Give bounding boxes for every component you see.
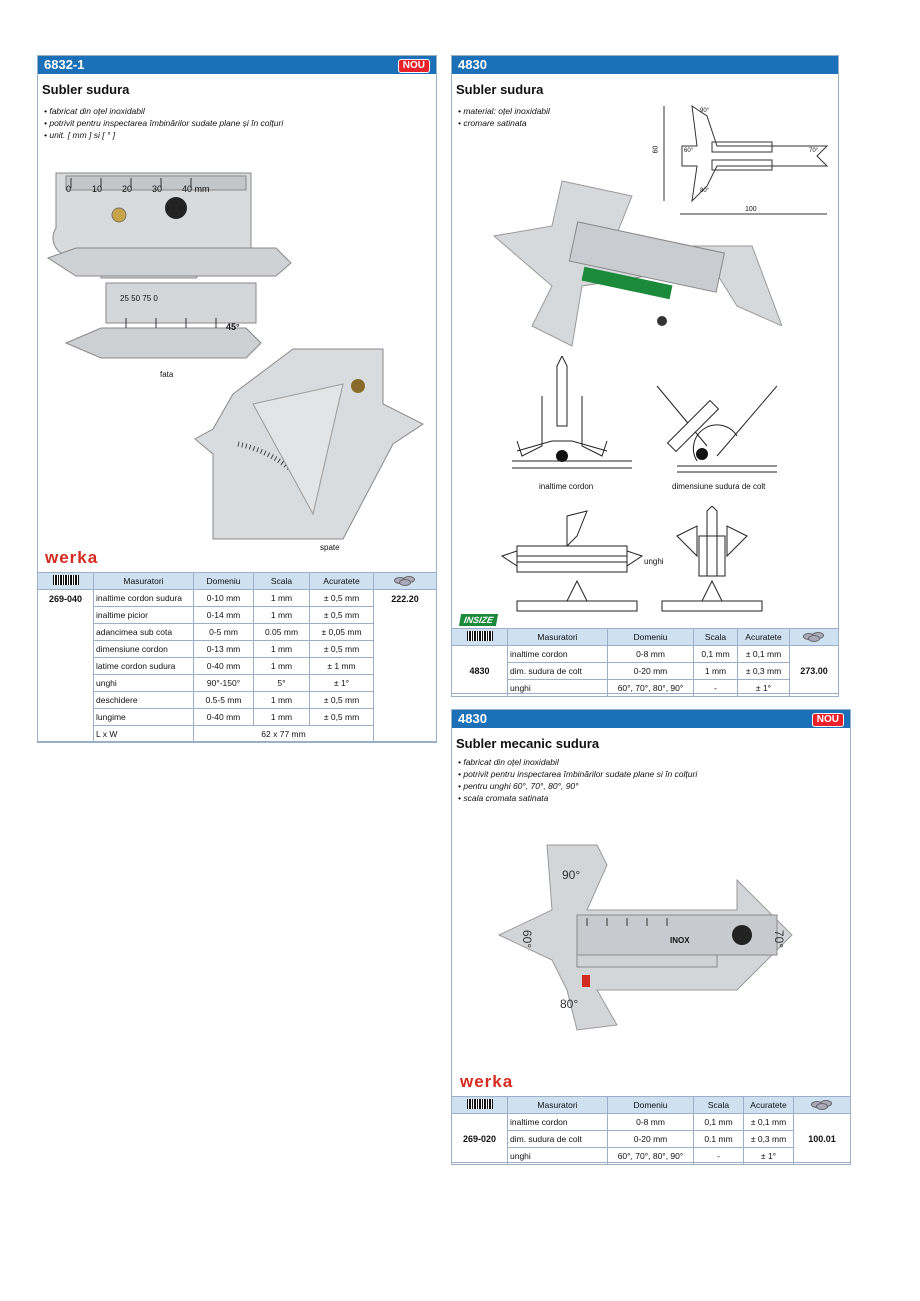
cell: ± 1 mm bbox=[310, 658, 374, 675]
cell: 1 mm bbox=[254, 658, 310, 675]
price: 273.00 bbox=[790, 646, 839, 697]
col-header: Masuratori bbox=[508, 1097, 608, 1114]
card-header bbox=[452, 710, 850, 728]
gauge-mark: 10 bbox=[92, 184, 103, 194]
coins-icon bbox=[393, 575, 417, 585]
cell: 1 mm bbox=[254, 709, 310, 726]
cell: ± 0,5 mm bbox=[310, 590, 374, 607]
col-header: Masuratori bbox=[508, 629, 608, 646]
bullet: • potrivit pentru inspectarea îmbinărilor sudate plane și în colțuri bbox=[44, 118, 284, 128]
cell: ± 0,3 mm bbox=[744, 1131, 794, 1148]
col-header: Scala bbox=[694, 629, 738, 646]
cell: ± 0,5 mm bbox=[310, 709, 374, 726]
usage-angle-2 bbox=[657, 506, 767, 616]
cell: 0-13 mm bbox=[194, 641, 254, 658]
product-code: 4830 bbox=[458, 711, 487, 726]
brand-logo: werka bbox=[45, 548, 99, 567]
cell: - bbox=[694, 680, 738, 697]
price-header bbox=[374, 573, 437, 590]
cell: ± 0,3 mm bbox=[738, 663, 790, 680]
cell: 1 mm bbox=[254, 692, 310, 709]
cell: 0.5-5 mm bbox=[194, 692, 254, 709]
cell: dimensiune cordon bbox=[94, 641, 194, 658]
product-title: Subler sudura bbox=[42, 82, 130, 97]
gauge-label: 90° bbox=[562, 868, 581, 882]
cell: ± 0,5 mm bbox=[310, 641, 374, 658]
gauge-label: INOX bbox=[670, 936, 690, 945]
usage-fillet-weld bbox=[647, 376, 777, 486]
caption-back: spate bbox=[320, 543, 340, 552]
cell: 0-40 mm bbox=[194, 658, 254, 675]
product-card-4830 bbox=[451, 55, 839, 694]
cell: ± 1° bbox=[744, 1148, 794, 1165]
gauge-mark: 45° bbox=[226, 322, 240, 332]
cell: 0-10 mm bbox=[194, 590, 254, 607]
gauge-photo bbox=[497, 840, 797, 1040]
dim-label: 90° bbox=[700, 108, 710, 114]
dim-label: 100 bbox=[745, 206, 757, 213]
spec-table bbox=[451, 628, 839, 697]
product-card-4830-mecanic bbox=[451, 709, 851, 1163]
brand-logo: INSIZE bbox=[459, 614, 498, 626]
new-badge: NOU bbox=[398, 59, 430, 73]
gauge-mark: 40 mm bbox=[182, 184, 210, 194]
col-header: Domeniu bbox=[608, 629, 694, 646]
coins-icon bbox=[810, 1099, 834, 1109]
cell: lungime bbox=[94, 709, 194, 726]
barcode-icon bbox=[467, 631, 493, 641]
cell: unghi bbox=[508, 680, 608, 697]
price: 222.20 bbox=[374, 590, 437, 743]
barcode-header bbox=[38, 573, 94, 590]
barcode-icon bbox=[53, 575, 79, 585]
spec-table bbox=[37, 572, 437, 743]
cell: ± 0,5 mm bbox=[310, 692, 374, 709]
dim-label: 60° bbox=[684, 148, 694, 154]
bullet: • scala cromata satinata bbox=[458, 793, 549, 803]
cell: 0-40 mm bbox=[194, 709, 254, 726]
product-code: 6832-1 bbox=[44, 57, 85, 72]
col-header: Acuratete bbox=[738, 629, 790, 646]
cell: 60°, 70°, 80°, 90° bbox=[608, 1148, 694, 1165]
gauge-mark: 20 bbox=[122, 184, 133, 194]
coins-icon bbox=[802, 631, 826, 641]
col-header: Scala bbox=[254, 573, 310, 590]
item-code: 269-020 bbox=[452, 1114, 508, 1165]
cell: 0.1 mm bbox=[694, 1131, 744, 1148]
col-header: Acuratete bbox=[744, 1097, 794, 1114]
gauge-back-image bbox=[193, 344, 438, 544]
cell: deschidere bbox=[94, 692, 194, 709]
col-header: Domeniu bbox=[194, 573, 254, 590]
product-title: Subler mecanic sudura bbox=[456, 736, 600, 751]
gauge-mark: 25 50 75 0 bbox=[120, 294, 158, 303]
cell: 0.05 mm bbox=[254, 624, 310, 641]
cell: 0-8 mm bbox=[608, 646, 694, 663]
cell: - bbox=[694, 1148, 744, 1165]
caption-fillet-weld: dimensiune sudura de colt bbox=[672, 482, 766, 491]
gauge-label: 60° bbox=[520, 929, 535, 949]
col-header: Acuratete bbox=[310, 573, 374, 590]
gauge-label: 80° bbox=[560, 997, 579, 1011]
gauge-mark: 0 bbox=[66, 184, 72, 194]
cell: 90°-150° bbox=[194, 675, 254, 692]
cell: 1 mm bbox=[254, 590, 310, 607]
bullet: • fabricat din oțel inoxidabil bbox=[458, 757, 559, 767]
bullet: • fabricat din oțel inoxidabil bbox=[44, 106, 145, 116]
col-header: Domeniu bbox=[608, 1097, 694, 1114]
cell: 1 mm bbox=[254, 641, 310, 658]
gauge-mark: 30 bbox=[152, 184, 163, 194]
product-code: 4830 bbox=[458, 57, 487, 72]
brand-logo: werka bbox=[460, 1072, 514, 1091]
cell: 60°, 70°, 80°, 90° bbox=[608, 680, 694, 697]
bullet: • unit. [ mm ] si [ ° ] bbox=[44, 130, 116, 140]
item-code: 269-040 bbox=[38, 590, 94, 743]
cell: 0-20 mm bbox=[608, 1131, 694, 1148]
usage-weld-height bbox=[512, 356, 632, 476]
cell: dim. sudura de colt bbox=[508, 1131, 608, 1148]
product-card-6832-1 bbox=[37, 55, 437, 742]
item-code: 4830 bbox=[452, 646, 508, 697]
bullet: • material: oțel inoxidabil bbox=[458, 106, 550, 116]
card-header bbox=[452, 56, 838, 74]
card-header bbox=[38, 56, 436, 74]
cell: ± 0,1 mm bbox=[744, 1114, 794, 1131]
dim-label: 70° bbox=[809, 148, 819, 154]
cell: inaltime cordon sudura bbox=[94, 590, 194, 607]
cell: 0,1 mm bbox=[694, 1114, 744, 1131]
price-header bbox=[790, 629, 839, 646]
cell: dim. sudura de colt bbox=[508, 663, 608, 680]
caption-weld-height: inaltime cordon bbox=[539, 482, 594, 491]
new-badge: NOU bbox=[812, 713, 844, 727]
cell: ± 1° bbox=[310, 675, 374, 692]
col-header: Masuratori bbox=[94, 573, 194, 590]
cell: ± 1° bbox=[738, 680, 790, 697]
barcode-icon bbox=[467, 1099, 493, 1109]
cell: 62 x 77 mm bbox=[194, 726, 374, 743]
cell: L x W bbox=[94, 726, 194, 743]
gauge-label: 70° bbox=[772, 929, 787, 949]
cell: 1 mm bbox=[694, 663, 738, 680]
cell: unghi bbox=[94, 675, 194, 692]
cell: 0-5 mm bbox=[194, 624, 254, 641]
barcode-header bbox=[452, 1097, 508, 1114]
spec-table bbox=[451, 1096, 851, 1165]
bullet: • pentru unghi 60°, 70°, 80°, 90° bbox=[458, 781, 579, 791]
dim-label: 80° bbox=[700, 188, 710, 194]
dim-label: 60 bbox=[652, 145, 660, 154]
caption-front: fata bbox=[160, 370, 174, 379]
cell: latime cordon sudura bbox=[94, 658, 194, 675]
cell: ± 0,5 mm bbox=[310, 607, 374, 624]
cell: inaltime cordon bbox=[508, 646, 608, 663]
cell: inaltime picior bbox=[94, 607, 194, 624]
price: 100.01 bbox=[794, 1114, 851, 1165]
cell: 0-20 mm bbox=[608, 663, 694, 680]
bullet: • cromare satinata bbox=[458, 118, 527, 128]
product-title: Subler sudura bbox=[456, 82, 544, 97]
cell: ± 0,05 mm bbox=[310, 624, 374, 641]
barcode-header bbox=[452, 629, 508, 646]
cell: inaltime cordon bbox=[508, 1114, 608, 1131]
cell: 1 mm bbox=[254, 607, 310, 624]
cell: 0-14 mm bbox=[194, 607, 254, 624]
cell: adancimea sub cota bbox=[94, 624, 194, 641]
price-header bbox=[794, 1097, 851, 1114]
cell: 0-8 mm bbox=[608, 1114, 694, 1131]
usage-angle-1 bbox=[497, 506, 647, 616]
cell: 0,1 mm bbox=[694, 646, 738, 663]
caption-angle: unghi bbox=[644, 557, 664, 566]
gauge-photo bbox=[492, 176, 782, 356]
cell: 5° bbox=[254, 675, 310, 692]
bullet: • potrivit pentru inspectarea îmbinărilor sudate plane si în colțuri bbox=[458, 769, 698, 779]
cell: unghi bbox=[508, 1148, 608, 1165]
col-header: Scala bbox=[694, 1097, 744, 1114]
cell: ± 0,1 mm bbox=[738, 646, 790, 663]
